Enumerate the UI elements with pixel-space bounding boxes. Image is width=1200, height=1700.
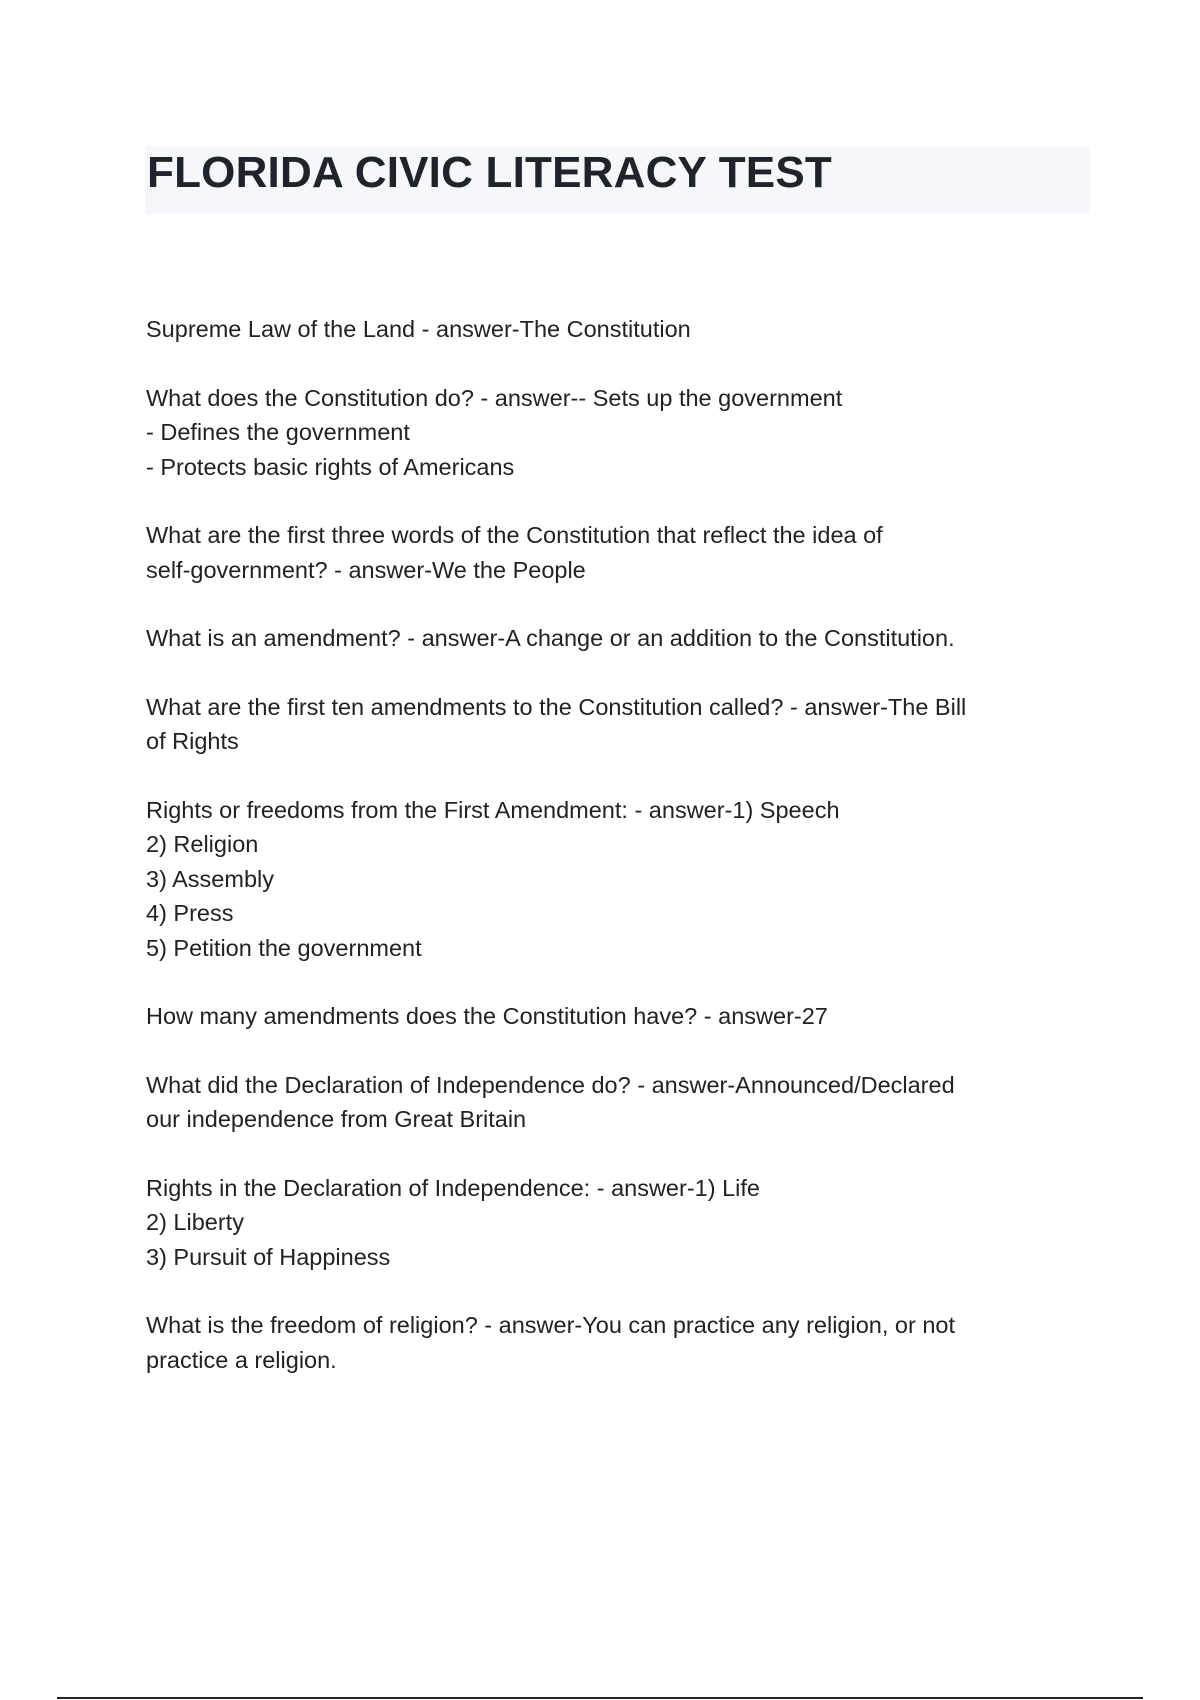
qa-line: practice a religion. (146, 1346, 337, 1373)
qa-line: - Defines the government (146, 419, 410, 445)
qa-entry (146, 312, 1086, 347)
qa-entry (146, 621, 1086, 656)
qa-line: 2) Liberty (146, 1209, 244, 1235)
qa-line: 2) Religion (146, 831, 259, 857)
qa-line: What did the Declaration of Independence do? - answer-Announced/Declared (146, 1071, 955, 1098)
qa-line: Rights or freedoms from the First Amendment: - answer-1) Speech (146, 796, 840, 823)
qa-line: our independence from Great Britain (146, 1106, 527, 1132)
qa-line: What are the first three words of the Constitution that reflect the idea of (146, 522, 883, 548)
qa-entry (146, 1068, 1086, 1137)
qa-entry (146, 518, 1086, 587)
qa-entry (146, 690, 1086, 759)
qa-entry (146, 381, 1086, 485)
qa-entry (146, 1308, 1086, 1377)
qa-line: of Rights (146, 728, 239, 754)
document-title: FLORIDA CIVIC LITERACY TEST (147, 148, 832, 197)
qa-entry (146, 793, 1086, 966)
qa-line: 3) Pursuit of Happiness (146, 1243, 391, 1270)
qa-line: Supreme Law of the Land - answer-The Constitution (146, 316, 691, 342)
qa-line: Rights in the Declaration of Independence: - answer-1) Life (146, 1174, 760, 1201)
qa-line: 3) Assembly (146, 865, 274, 892)
qa-entry (146, 999, 1086, 1034)
qa-entry (146, 1171, 1086, 1275)
qa-line: What are the first ten amendments to the Constitution called? - answer-The Bill (146, 693, 967, 720)
qa-line: 5) Petition the government (146, 934, 422, 961)
qa-line: 4) Press (146, 900, 234, 926)
qa-line: What is an amendment? - answer-A change or an addition to the Constitution. (146, 625, 955, 651)
qa-list (146, 312, 1086, 1411)
qa-line: - Protects basic rights of Americans (146, 453, 515, 480)
qa-line: What is the freedom of religion? - answer-You can practice any religion, or not (146, 1312, 955, 1338)
qa-line: How many amendments does the Constitution have? - answer-27 (146, 1003, 828, 1029)
qa-line: self-government? - answer-We the People (146, 556, 586, 583)
qa-line: What does the Constitution do? - answer-- Sets up the government (146, 384, 843, 411)
footer-divider (57, 1697, 1143, 1699)
